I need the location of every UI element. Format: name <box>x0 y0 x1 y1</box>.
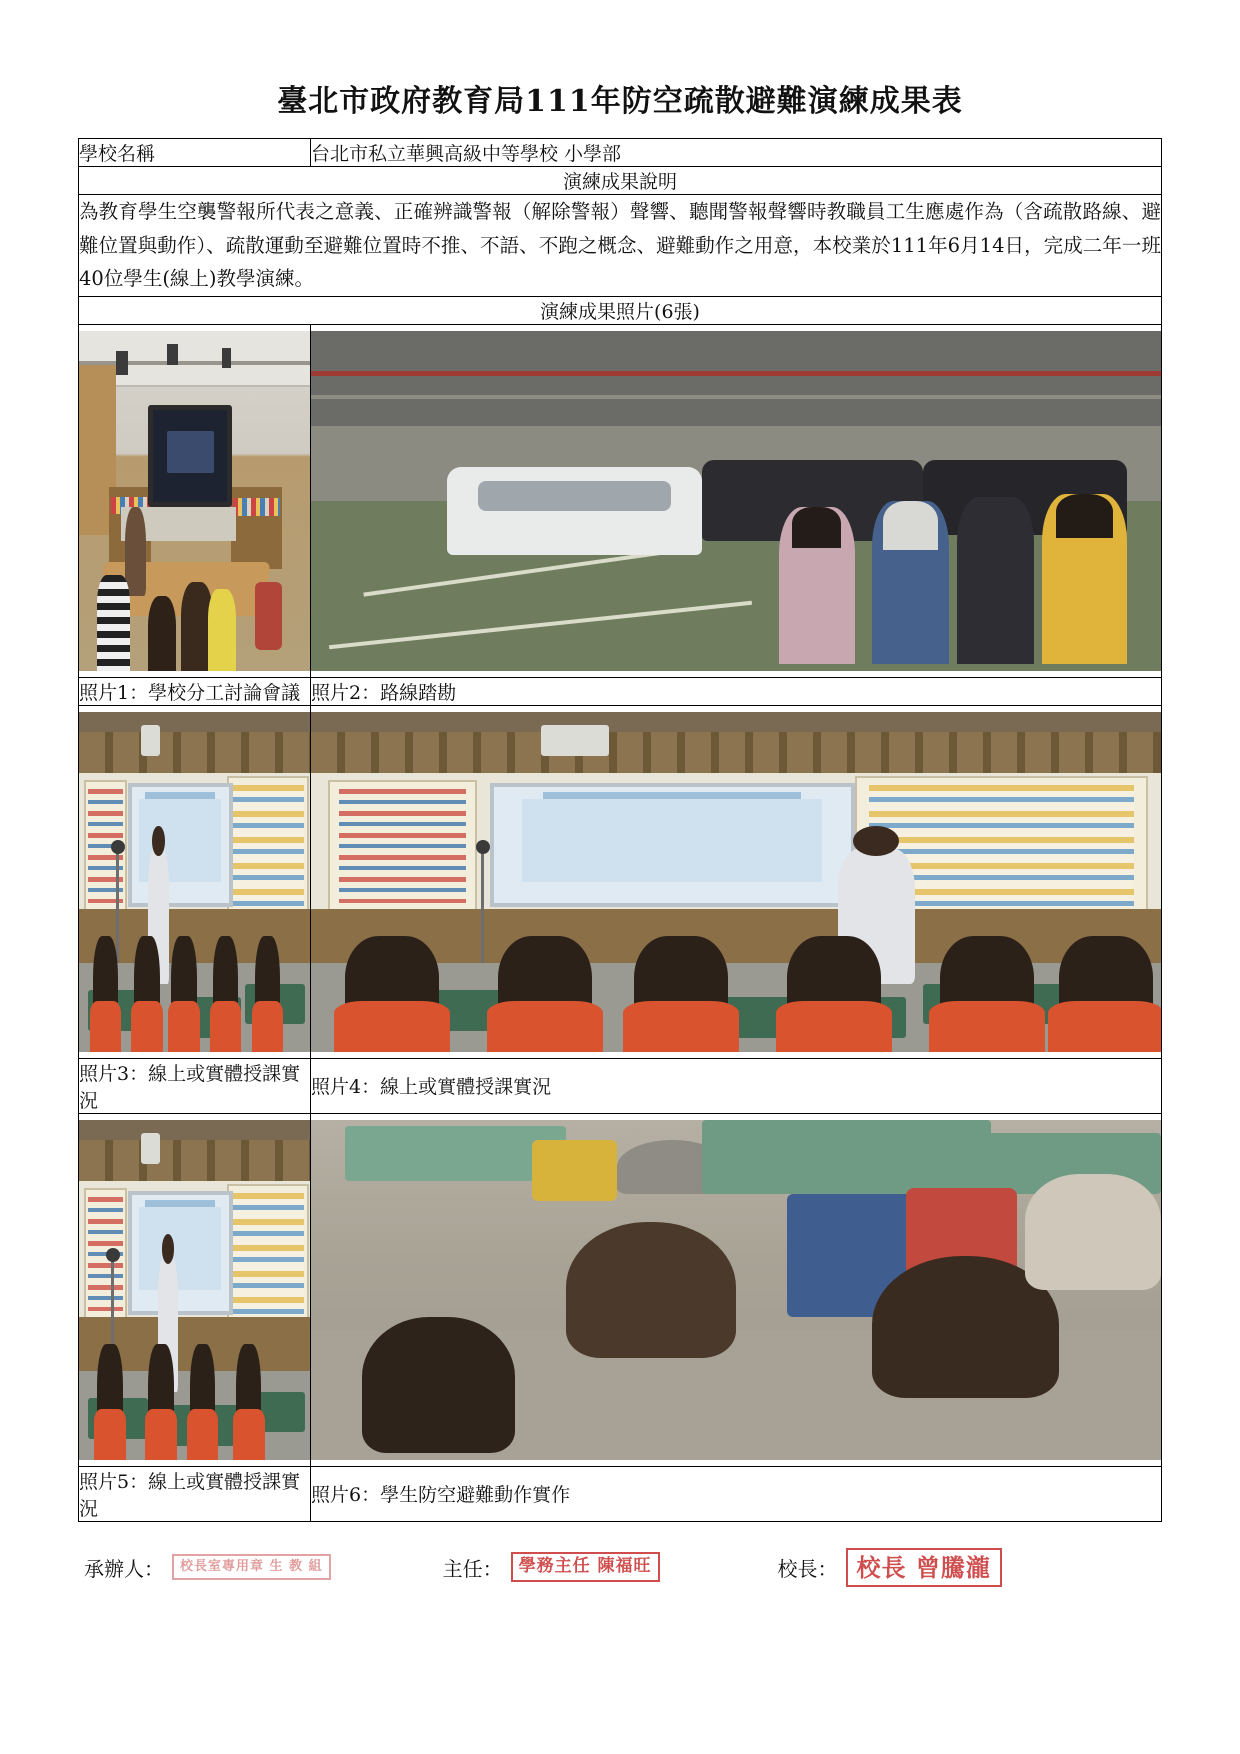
director-stamp: 學務主任 陳福旺 <box>511 1552 660 1582</box>
photo-cell-5 <box>79 1113 311 1466</box>
school-name-value: 台北市私立華興高級中等學校 小學部 <box>311 139 1162 167</box>
photo-5-image <box>79 1120 310 1460</box>
photo-cell-3 <box>79 705 311 1058</box>
school-name-row <box>79 139 1162 167</box>
photo-row-3 <box>79 1113 1162 1466</box>
caption-row-1 <box>79 677 1162 705</box>
photo-3-image <box>79 712 310 1052</box>
photo-4-image <box>311 712 1161 1052</box>
result-header-row <box>79 167 1162 195</box>
caption-row-3 <box>79 1466 1162 1521</box>
photo-6-caption: 照片6：學生防空避難動作實作 <box>311 1466 1162 1521</box>
photos-header-row <box>79 296 1162 324</box>
photo-cell-1 <box>79 324 311 677</box>
photos-header: 演練成果照片(6張) <box>79 296 1162 324</box>
photo-cell-6 <box>311 1113 1162 1466</box>
director-block <box>443 1552 660 1582</box>
photo-row-2 <box>79 705 1162 1058</box>
photo-2-image <box>311 331 1161 671</box>
result-form-table <box>78 138 1162 1522</box>
description-row <box>79 195 1162 297</box>
photo-3-caption: 照片3：線上或實體授課實況 <box>79 1058 311 1113</box>
preparer-block <box>84 1553 331 1582</box>
signature-row <box>78 1548 1162 1587</box>
photo-5-caption: 照片5：線上或實體授課實況 <box>79 1466 311 1521</box>
school-name-label: 學校名稱 <box>79 139 311 167</box>
photo-1-image <box>79 331 310 671</box>
photo-cell-4 <box>311 705 1162 1058</box>
director-label: 主任： <box>442 1556 503 1581</box>
result-header: 演練成果說明 <box>79 167 1162 195</box>
caption-row-2 <box>79 1058 1162 1113</box>
page-title: 臺北市政府教育局111年防空疏散避難演練成果表 <box>277 84 963 119</box>
photo-1-caption: 照片1：學校分工討論會議 <box>79 677 311 705</box>
photo-row-1 <box>79 324 1162 677</box>
preparer-label: 承辦人： <box>84 1556 164 1581</box>
preparer-stamp: 校長室專用章 生 教 組 <box>172 1554 331 1580</box>
principal-stamp: 校長 曾騰瀧 <box>846 1548 1002 1587</box>
photo-cell-2 <box>311 324 1162 677</box>
principal-label: 校長： <box>777 1556 838 1581</box>
photo-4-caption: 照片4：線上或實體授課實況 <box>311 1058 1162 1113</box>
principal-block <box>778 1548 1002 1587</box>
photo-6-image <box>311 1120 1161 1460</box>
description-text: 為教育學生空襲警報所代表之意義、正確辨識警報（解除警報）聲響、聽聞警報聲響時教職員工生應處作為（含疏散路線、避難位置與動作）、疏散運動至避難位置時不推、不語、不跑之概念、避難動作之用意，本校業於111年6月14日，完成二年一班40位學生(線上)教學演練。 <box>79 195 1162 297</box>
photo-2-caption: 照片2：路線踏勘 <box>311 677 1162 705</box>
